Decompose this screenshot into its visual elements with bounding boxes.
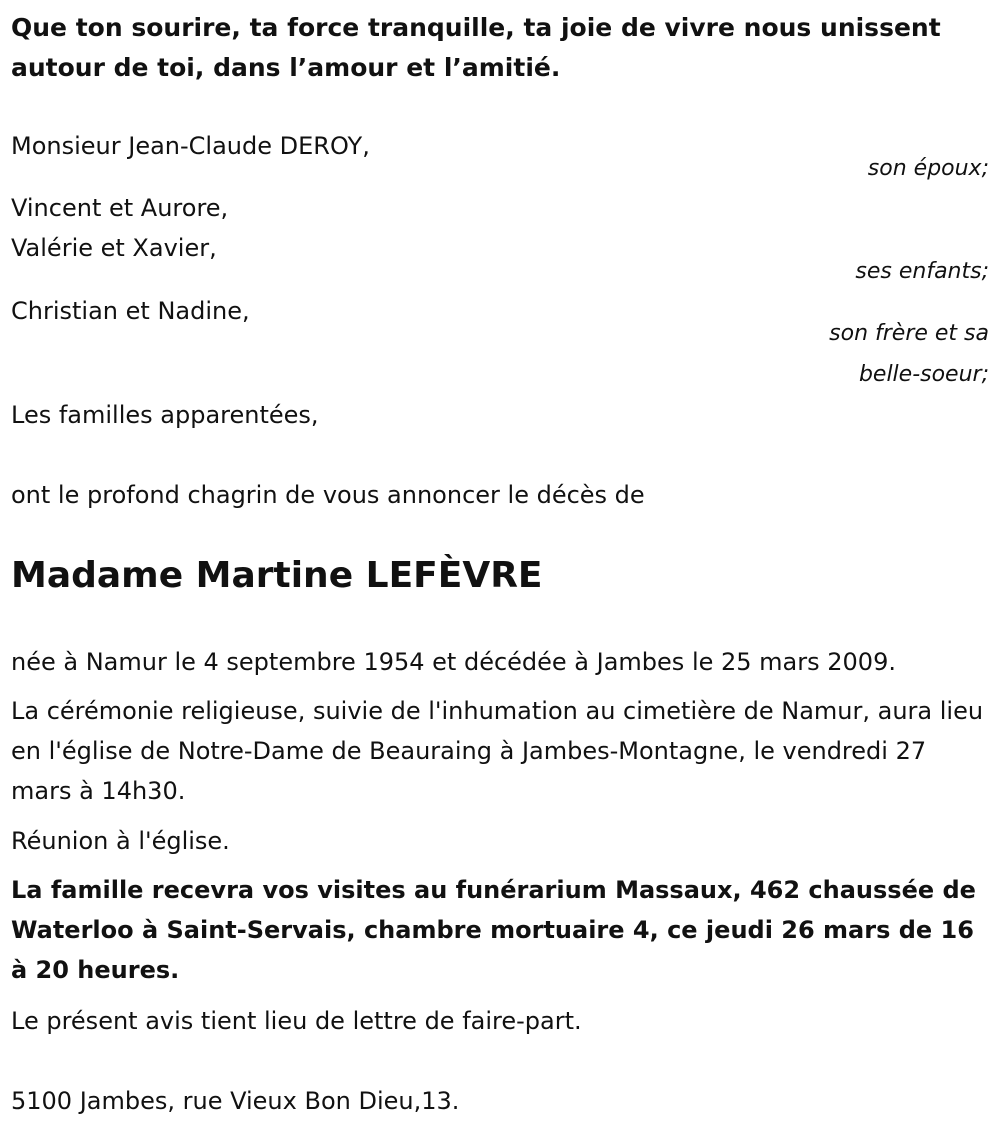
sibling-relation-2: belle-soeur; [858, 362, 989, 387]
address-line: 5100 Jambes, rue Vieux Bon Dieu,13. [11, 1087, 460, 1115]
ceremony-paragraph: La cérémonie religieuse, suivie de l'inhumation au cimetière de Namur, aura lieu en l'église de Notre-Dame de Beauraing à Jambes-Montagne, le vendredi 27 mars à 14h30. [11, 697, 984, 805]
spouse-name: Monsieur Jean-Claude DEROY, [11, 132, 370, 160]
children-name-1: Vincent et Aurore, [11, 194, 229, 222]
relatives-line: Les familles apparentées, [11, 401, 319, 429]
deceased-name: Madame Martine LEFÈVRE [11, 555, 543, 596]
children-name-2: Valérie et Xavier, [11, 234, 217, 262]
epigraph: Que ton sourire, ta force tranquille, ta joie de vivre nous unissent autour de toi, dans l’amour et l’amitié. [11, 13, 941, 82]
birth-death-line: née à Namur le 4 septembre 1954 et décédée à Jambes le 25 mars 2009. [11, 648, 896, 676]
notice-line: Le présent avis tient lieu de lettre de faire-part. [11, 1007, 582, 1035]
visits-paragraph: La famille recevra vos visites au funérarium Massaux, 462 chaussée de Waterloo à Saint-Servais, chambre mortuaire 4, ce jeudi 26 mars de 16 à 20 heures. [11, 876, 976, 984]
children-relation: ses enfants; [855, 259, 989, 284]
meeting-line: Réunion à l'église. [11, 827, 230, 855]
obituary-notice [11, 0, 991, 1135]
sibling-relation-1: son frère et sa [829, 321, 989, 346]
spouse-relation: son époux; [867, 156, 989, 181]
announcement: ont le profond chagrin de vous annoncer le décès de [11, 481, 645, 509]
sibling-name: Christian et Nadine, [11, 297, 250, 325]
